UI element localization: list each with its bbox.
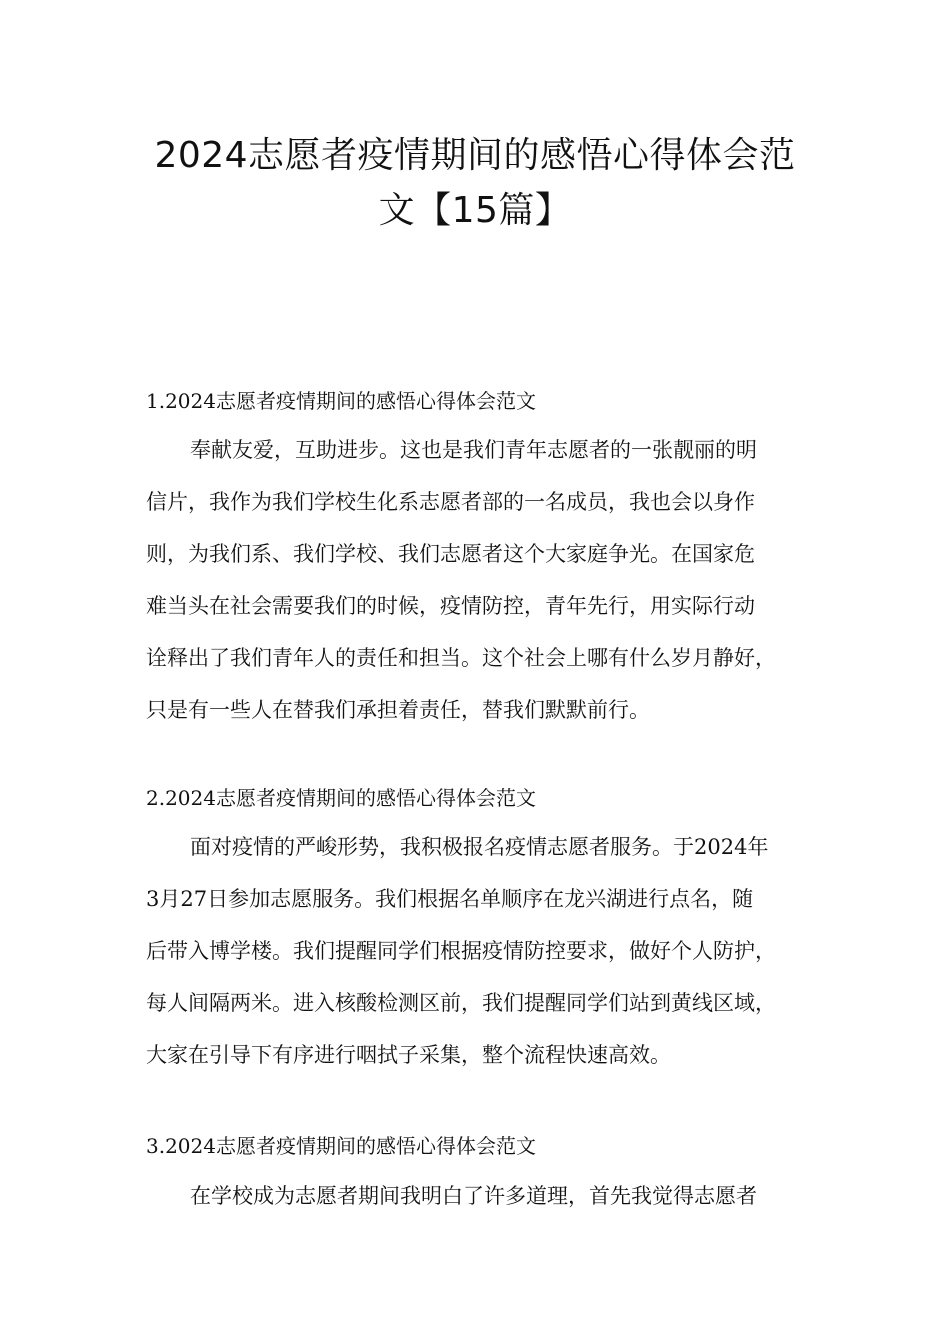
section-1-paragraph	[146, 436, 826, 748]
paragraph-line: 诠释出了我们青年人的责任和担当。这个社会上哪有什么岁月静好，	[146, 646, 776, 670]
section-3-paragraph	[146, 1182, 826, 1234]
section-heading-3: 3.2024志愿者疫情期间的感悟心得体会范文	[146, 1134, 536, 1158]
title-line-1: 2024志愿者疫情期间的感悟心得体会范	[154, 135, 796, 176]
paragraph-line: 后带入博学楼。我们提醒同学们根据疫情防控要求，做好个人防护，	[146, 939, 776, 963]
section-heading-2: 2.2024志愿者疫情期间的感悟心得体会范文	[146, 786, 536, 810]
paragraph-line: 在学校成为志愿者期间我明白了许多道理，首先我觉得志愿者	[190, 1184, 757, 1208]
paragraph-line: 大家在引导下有序进行咽拭子采集，整个流程快速高效。	[146, 1043, 671, 1067]
paragraph-line: 信片，我作为我们学校生化系志愿者部的一名成员，我也会以身作	[146, 490, 755, 514]
paragraph-line: 面对疫情的严峻形势，我积极报名疫情志愿者服务。于2024年	[190, 835, 769, 859]
paragraph-line: 每人间隔两米。进入核酸检测区前，我们提醒同学们站到黄线区域，	[146, 991, 776, 1015]
paragraph-line: 只是有一些人在替我们承担着责任，替我们默默前行。	[146, 698, 650, 722]
paragraph-line: 难当头在社会需要我们的时候，疫情防控，青年先行，用实际行动	[146, 594, 755, 618]
paragraph-line: 奉献友爱，互助进步。这也是我们青年志愿者的一张靓丽的明	[190, 438, 757, 462]
section-2-paragraph	[146, 833, 826, 1093]
title-line-2: 文【15篇】	[378, 190, 572, 231]
paragraph-line: 则，为我们系、我们学校、我们志愿者这个大家庭争光。在国家危	[146, 542, 755, 566]
document-title	[100, 128, 850, 238]
section-heading-1: 1.2024志愿者疫情期间的感悟心得体会范文	[146, 389, 536, 413]
paragraph-line: 3月27日参加志愿服务。我们根据名单顺序在龙兴湖进行点名，随	[146, 887, 754, 911]
